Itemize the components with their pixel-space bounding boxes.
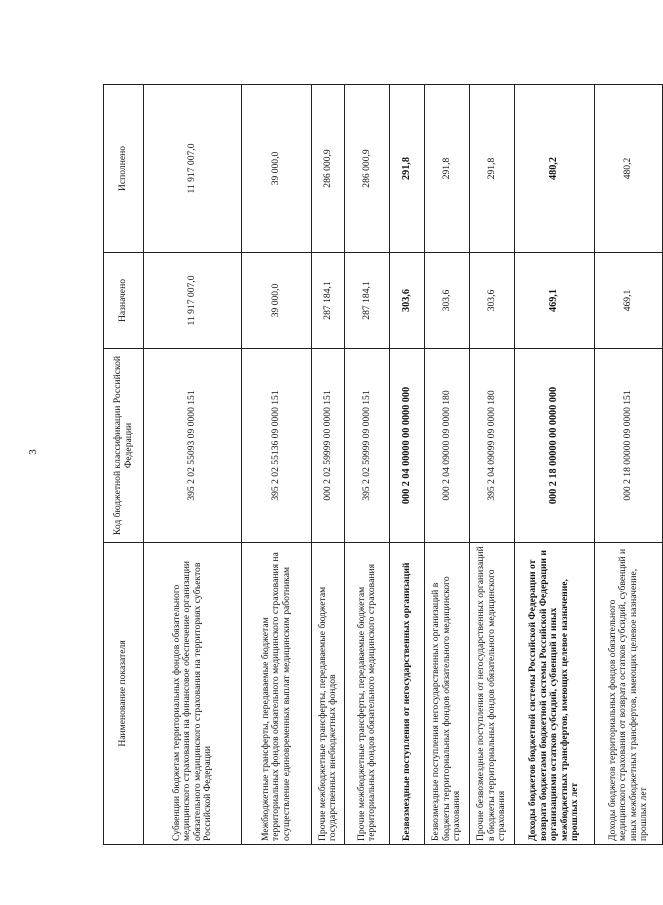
row-executed: 480,2: [595, 85, 663, 253]
row-name: Прочие безвозмездные поступления от негосударственных организаций в бюджеты территориальных фондов обязательного медицинского страхования: [470, 543, 515, 845]
row-assigned: 303,6: [390, 253, 425, 349]
table-row: [242, 85, 312, 845]
row-code: 395 2 04 09099 09 0000 180: [470, 349, 515, 543]
row-name: Прочие межбюджетные трансферты, передаваемые бюджетам государственных внебюджетных фондов: [312, 543, 345, 845]
row-executed: 291,8: [425, 85, 470, 253]
row-name: Безвозмездные поступления негосударственных организаций в бюджеты территориальных фондов обязательного медицинского страхования: [425, 543, 470, 845]
row-code: 000 2 18 00000 09 0000 151: [595, 349, 663, 543]
table-row: [390, 85, 425, 845]
table-row: [470, 85, 515, 845]
row-name: Субвенции бюджетам территориальных фондов обязательного медицинского страхования на финансовое обеспечение организации обязательного медицинского страхования на территориях субъектов Российской Федерации: [144, 543, 242, 845]
row-assigned: 303,6: [470, 253, 515, 349]
budget-table: [103, 84, 663, 845]
row-code: 000 2 18 00000 00 0000 000: [515, 349, 595, 543]
header-name: Наименование показателя: [104, 543, 144, 845]
row-assigned: 11 917 007,0: [144, 253, 242, 349]
page-number: 3: [27, 449, 39, 455]
row-assigned: 39 000,0: [242, 253, 312, 349]
table-row: [595, 85, 663, 845]
header-executed: Исполнено: [104, 85, 144, 253]
row-code: 395 2 02 55093 09 0000 151: [144, 349, 242, 543]
row-code: 395 2 02 55136 09 0000 151: [242, 349, 312, 543]
header-code: Код бюджетной классификации Российской Федерации: [104, 349, 144, 543]
row-assigned: 287 184,1: [312, 253, 345, 349]
row-assigned: 303,6: [425, 253, 470, 349]
row-executed: 291,8: [390, 85, 425, 253]
row-executed: 39 000,0: [242, 85, 312, 253]
row-assigned: 287 184,1: [345, 253, 390, 349]
rotated-table-container: [103, 85, 649, 845]
table-row: [345, 85, 390, 845]
row-name: Доходы бюджетов бюджетной системы Российской Федерации от возврата бюджетами бюджетной системы Российской Федерации и организациями остатков субсидий, субвенций и иных межбюджетных трансфертов, имеющих целевое назначение, прошлых лет: [515, 543, 595, 845]
row-code: 000 2 02 59999 00 0000 151: [312, 349, 345, 543]
row-executed: 480,2: [515, 85, 595, 253]
row-assigned: 469,1: [515, 253, 595, 349]
row-name: Прочие межбюджетные трансферты, передаваемые бюджетам территориальных фондов обязательного медицинского страхования: [345, 543, 390, 845]
row-assigned: 469,1: [595, 253, 663, 349]
header-assigned: Назначено: [104, 253, 144, 349]
row-code: 000 2 04 09000 09 0000 180: [425, 349, 470, 543]
row-name: Безвозмездные поступления от негосударственных организаций: [390, 543, 425, 845]
row-code: 395 2 02 59999 09 0000 151: [345, 349, 390, 543]
row-code: 000 2 04 00000 00 0000 000: [390, 349, 425, 543]
row-executed: 286 000,9: [345, 85, 390, 253]
row-executed: 286 000,9: [312, 85, 345, 253]
table-row: [515, 85, 595, 845]
row-executed: 11 917 007,0: [144, 85, 242, 253]
row-executed: 291,8: [470, 85, 515, 253]
row-name: Доходы бюджетов территориальных фондов обязательного медицинского страхования от возврата остатков субсидий, субвенций и иных межбюджетных трансфертов, имеющих целевое назначение, прошлых лет: [595, 543, 663, 845]
table-row: [312, 85, 345, 845]
row-name: Межбюджетные трансферты, передаваемые бюджетам территориальных фондов обязательного медицинского страхования на осуществление единовременных выплат медицинским работникам: [242, 543, 312, 845]
table-row: [144, 85, 242, 845]
table-row: [425, 85, 470, 845]
table-header-row: [104, 85, 144, 845]
